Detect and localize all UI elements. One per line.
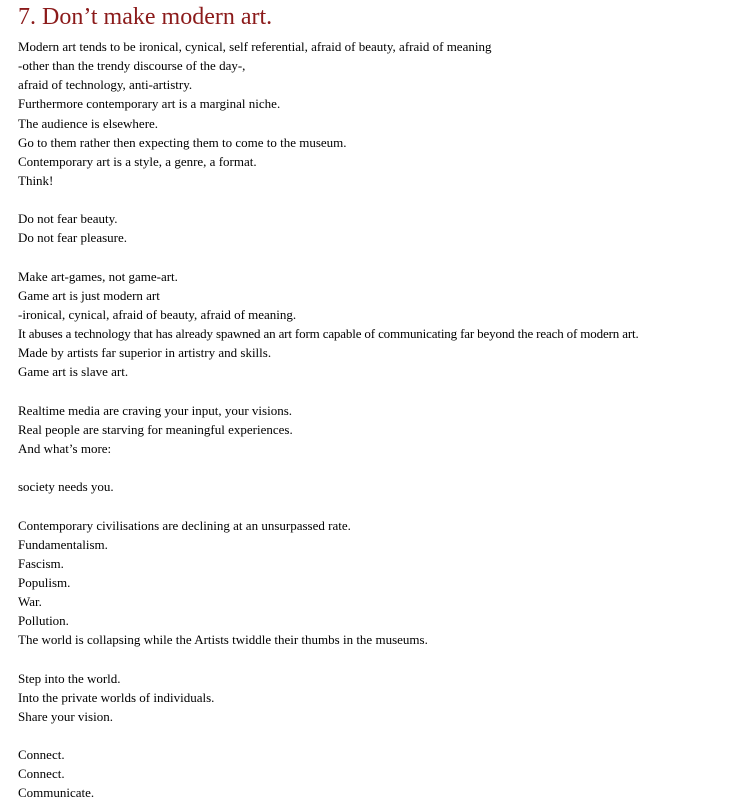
- text-line: Contemporary civilisations are declining at an unsurpassed rate.: [18, 517, 351, 533]
- text-line: And what’s more:: [18, 440, 112, 456]
- paragraph-spacer: [18, 248, 752, 267]
- text-line: Communicate.: [18, 785, 95, 801]
- paragraph-spacer: [18, 190, 752, 209]
- paragraph-civilisations: [18, 516, 752, 650]
- text-line: Do not fear beauty.: [18, 211, 118, 227]
- text-line: Connect.: [18, 747, 65, 763]
- text-line: War.: [18, 594, 42, 610]
- text-line: Made by artists far superior in artistry and skills.: [18, 345, 272, 361]
- text-line: Fascism.: [18, 555, 64, 571]
- paragraph-spacer: [18, 458, 752, 477]
- text-line: Into the private worlds of individuals.: [18, 689, 215, 705]
- section-heading: 7. Don’t make modern art.: [18, 4, 273, 30]
- text-line: Realtime media are craving your input, your visions.: [18, 402, 293, 418]
- text-line: Share your vision.: [18, 708, 113, 724]
- text-line: Game art is slave art.: [18, 364, 129, 380]
- text-line: Real people are starving for meaningful experiences.: [18, 421, 293, 437]
- paragraph-spacer: [18, 382, 752, 401]
- paragraph-modern-art: [18, 37, 752, 190]
- text-line: Do not fear pleasure.: [18, 230, 128, 246]
- text-line: Step into the world.: [18, 670, 121, 686]
- text-line: Think!: [18, 172, 54, 188]
- text-line: Pollution.: [18, 613, 69, 629]
- paragraph-connect: [18, 745, 752, 801]
- text-line: Game art is just modern art: [18, 287, 160, 303]
- text-line: The audience is elsewhere.: [18, 115, 159, 131]
- text-line: Go to them rather then expecting them to come to the museum.: [18, 134, 347, 150]
- text-line: It abuses a technology that has already spawned an art form capable of communicating far beyond the reach of modern art.: [18, 326, 639, 342]
- paragraph-spacer: [18, 650, 752, 669]
- text-line: Connect.: [18, 766, 65, 782]
- paragraph-spacer: [18, 496, 752, 515]
- text-line: -ironical, cynical, afraid of beauty, afraid of meaning.: [18, 306, 297, 322]
- paragraph-spacer: [18, 726, 752, 745]
- text-line: society needs you.: [18, 479, 114, 495]
- paragraph-realtime-media: [18, 401, 752, 458]
- text-line: The world is collapsing while the Artists twiddle their thumbs in the museums.: [18, 632, 428, 648]
- paragraph-art-games: [18, 267, 752, 382]
- text-line: Modern art tends to be ironical, cynical, self referential, afraid of beauty, afraid of meaning: [18, 39, 492, 54]
- text-line: Fundamentalism.: [18, 536, 108, 552]
- text-line: afraid of technology, anti-artistry.: [18, 77, 193, 93]
- text-line: Make art-games, not game-art.: [18, 268, 178, 284]
- paragraph-society: [18, 477, 752, 496]
- text-line: Furthermore contemporary art is a marginal niche.: [18, 96, 281, 112]
- manifesto-text: [18, 37, 752, 801]
- paragraph-beauty: [18, 209, 752, 247]
- text-line: -other than the trendy discourse of the day-,: [18, 58, 246, 74]
- text-line: Populism.: [18, 574, 71, 590]
- text-line: Contemporary art is a style, a genre, a format.: [18, 153, 257, 169]
- paragraph-step-into-world: [18, 669, 752, 726]
